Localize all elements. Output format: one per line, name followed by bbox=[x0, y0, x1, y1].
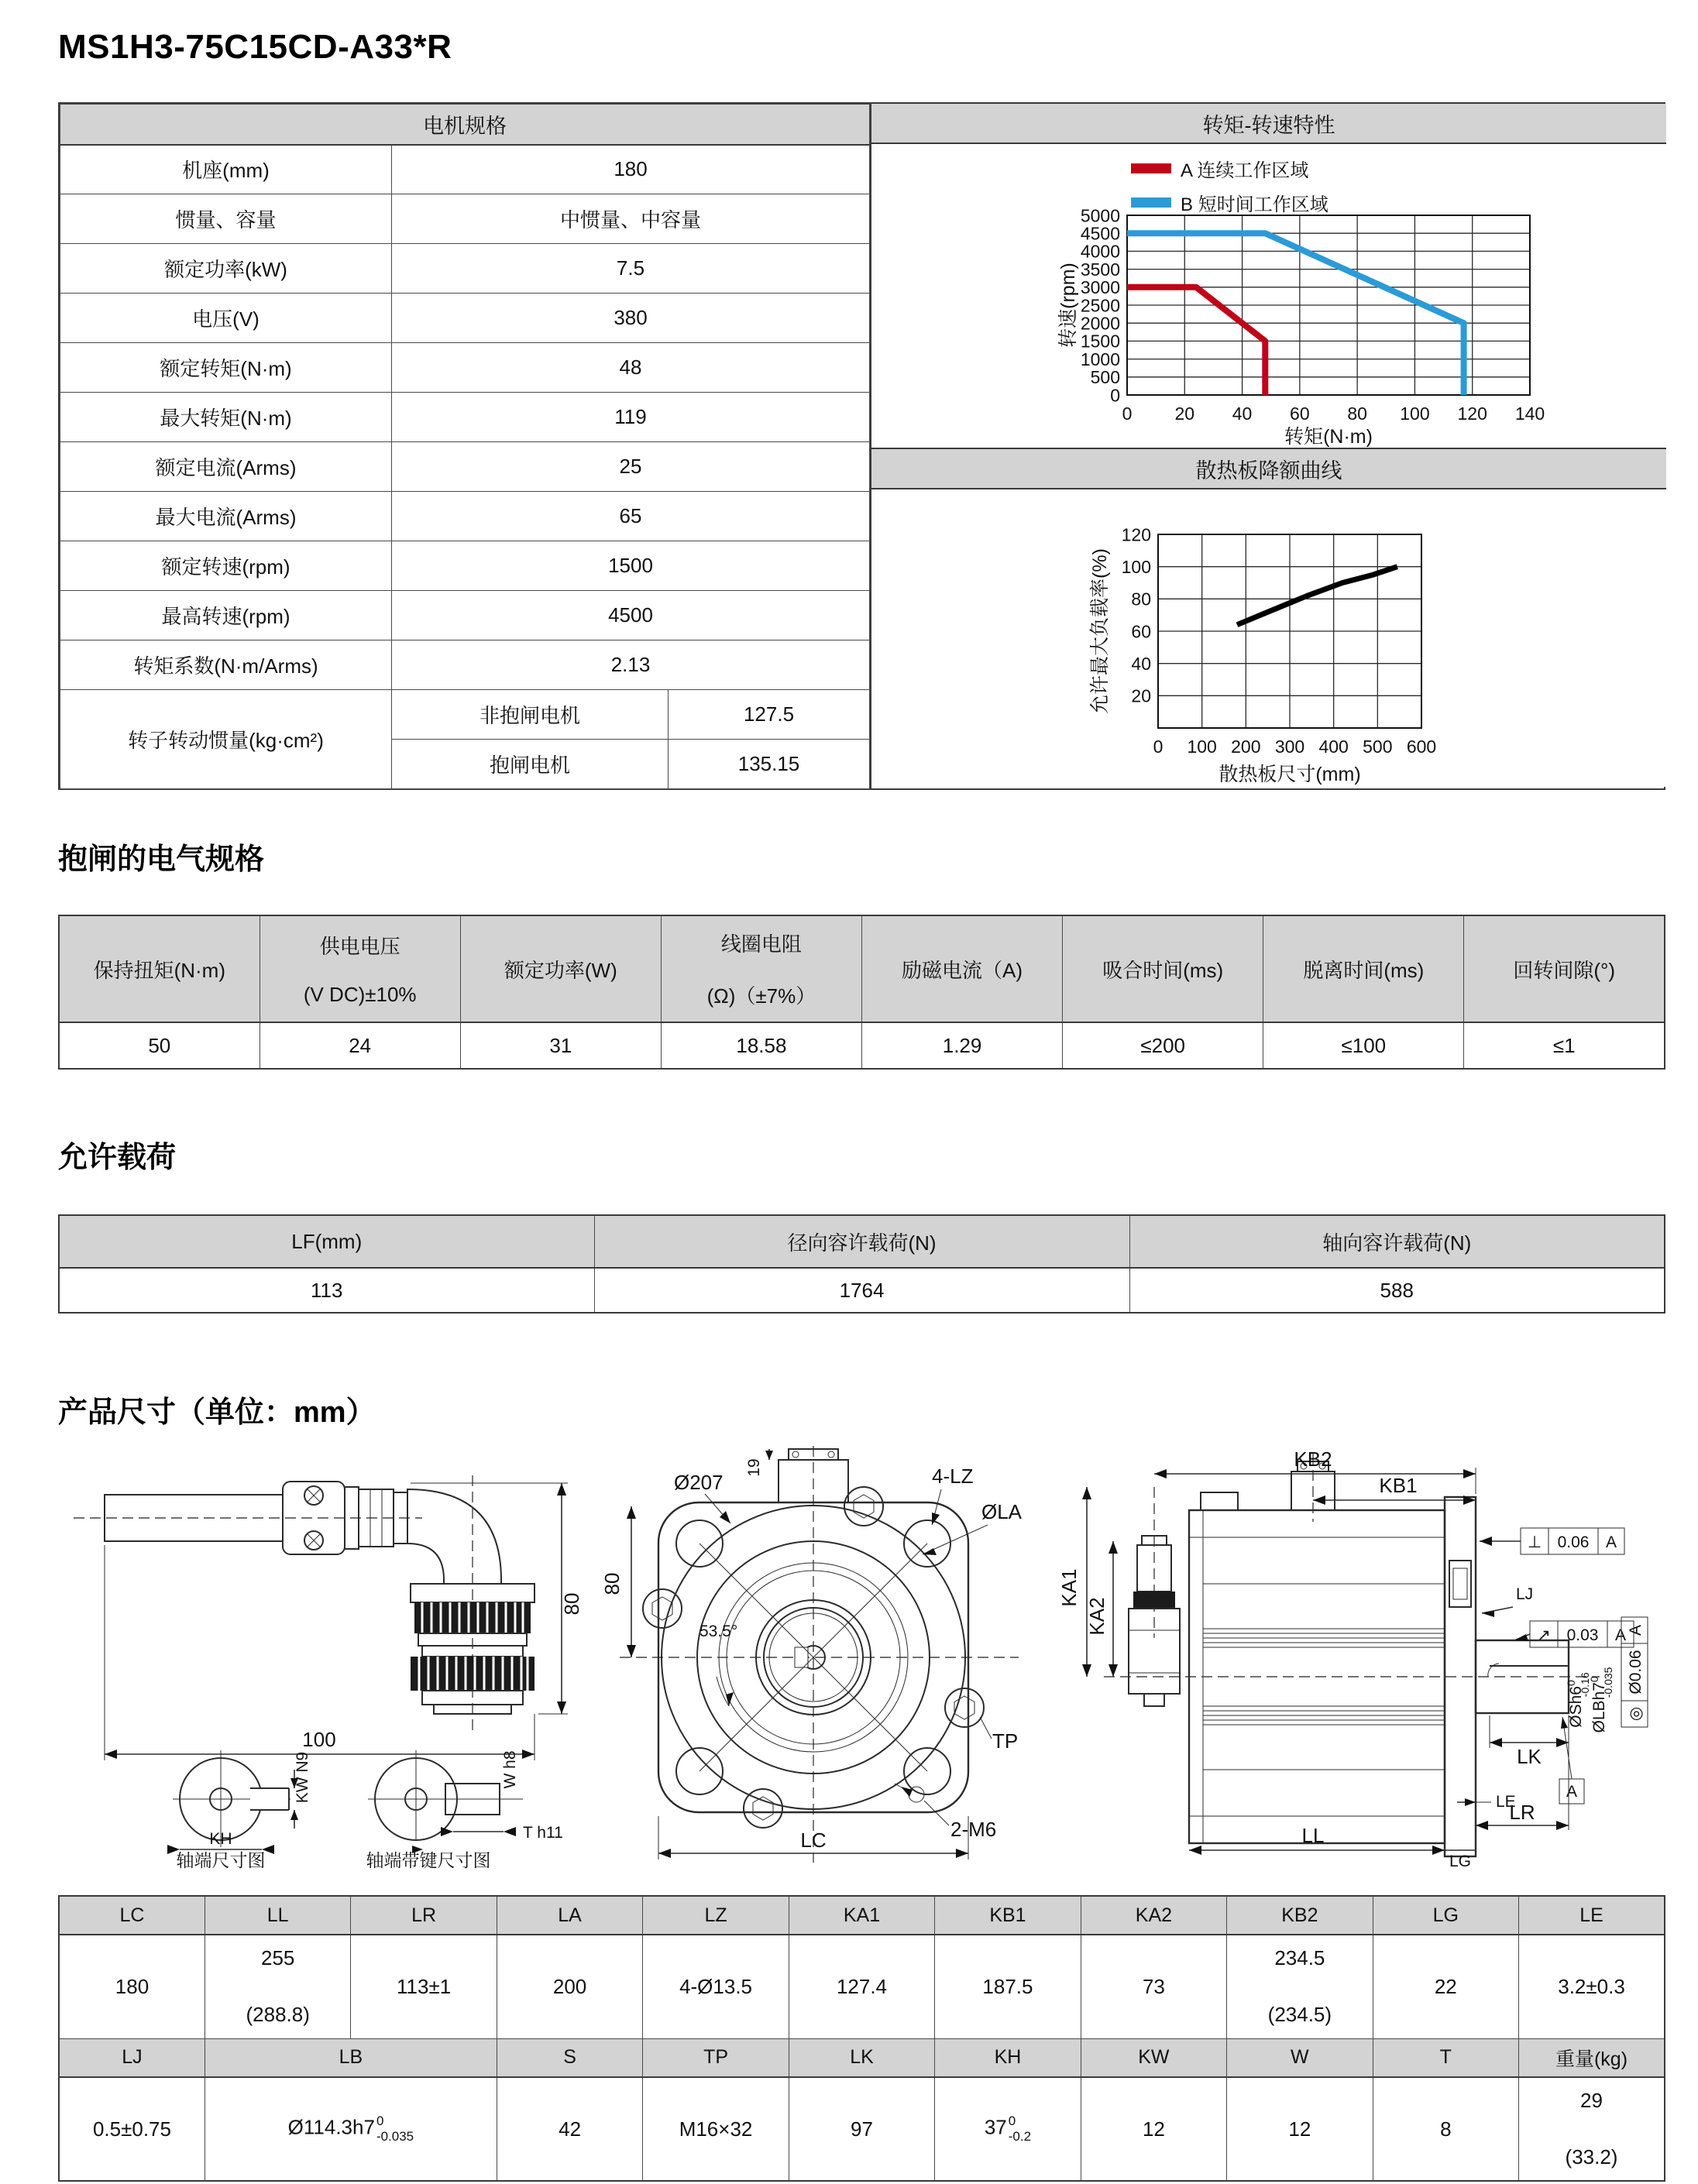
dim-value: 180 bbox=[59, 1935, 205, 2038]
dim-value: 29 (33.2) bbox=[1519, 2077, 1665, 2181]
spec-value: 127.5 bbox=[669, 690, 870, 740]
table-row bbox=[59, 915, 1665, 1022]
svg-text:转速(rpm): 转速(rpm) bbox=[1057, 263, 1080, 348]
flange-dia-label: Ø207 bbox=[674, 1471, 724, 1494]
svg-text:200: 200 bbox=[1231, 737, 1261, 757]
spec-label: 额定功率(kW) bbox=[60, 244, 392, 294]
legend-label-a: A 连续工作区域 bbox=[1181, 160, 1309, 181]
dim-header: LG bbox=[1373, 1896, 1518, 1935]
spec-value: 135.15 bbox=[669, 740, 870, 789]
spec-label: 最大转矩(N·m) bbox=[60, 393, 392, 442]
dim-header: TP bbox=[643, 2038, 789, 2077]
load-section-heading: 允许载荷 bbox=[58, 1142, 177, 1174]
brake-value: 24 bbox=[260, 1022, 460, 1069]
spec-value: 4500 bbox=[392, 591, 870, 640]
brake-value: 50 bbox=[59, 1022, 260, 1069]
table-row bbox=[59, 1215, 1665, 1268]
table-row bbox=[59, 1935, 1665, 2038]
spec-label: 额定电流(Arms) bbox=[60, 442, 392, 492]
key-width-label: W h8 bbox=[501, 1750, 519, 1789]
torque-speed-chart bbox=[871, 144, 1666, 449]
table-row bbox=[60, 393, 870, 442]
svg-text:0.06: 0.06 bbox=[1557, 1533, 1590, 1551]
table-row bbox=[60, 294, 870, 343]
bolt-circle-label: ØLA bbox=[981, 1500, 1023, 1523]
legend-swatch-a-icon bbox=[1131, 163, 1171, 173]
svg-text:20: 20 bbox=[1174, 403, 1195, 424]
spec-sublabel: 抱闸电机 bbox=[392, 740, 669, 789]
dimensions-section-heading: 产品尺寸（单位：mm） bbox=[58, 1396, 376, 1429]
svg-text:散热板尺寸(mm): 散热板尺寸(mm) bbox=[1219, 764, 1361, 785]
dim-header: LL bbox=[205, 1896, 350, 1935]
brake-value: ≤1 bbox=[1464, 1022, 1665, 1069]
dimension-table bbox=[58, 1895, 1665, 2182]
svg-text:100: 100 bbox=[1400, 403, 1430, 424]
svg-text:允许最大负载率(%): 允许最大负载率(%) bbox=[1089, 548, 1112, 714]
front-width-dim: LC bbox=[800, 1829, 827, 1852]
side-lg-dim: LG bbox=[1449, 1853, 1472, 1869]
dim-value: 234.5 (234.5) bbox=[1227, 1935, 1373, 2038]
spec-value: 380 bbox=[392, 294, 870, 343]
shaft-key-caption: 轴端带键尺寸图 bbox=[366, 1850, 491, 1869]
dim-value: 37 0 -0.2 bbox=[935, 2077, 1081, 2181]
brake-value: ≤200 bbox=[1063, 1022, 1263, 1069]
svg-text:A: A bbox=[1566, 1783, 1578, 1801]
dim-value: 3.2±0.3 bbox=[1519, 1935, 1665, 2038]
brake-col-header: 回转间隙(°) bbox=[1464, 915, 1665, 1022]
svg-text:100: 100 bbox=[1187, 737, 1217, 757]
dim-header: LC bbox=[59, 1896, 205, 1935]
svg-text:3000: 3000 bbox=[1080, 277, 1121, 298]
dim-header: LJ bbox=[59, 2038, 205, 2077]
page-title: MS1H3-75C15CD-A33*R bbox=[58, 28, 452, 66]
dim-value: 113±1 bbox=[351, 1935, 497, 2038]
table-row bbox=[60, 145, 870, 194]
dim-value: 4-Ø13.5 bbox=[643, 1935, 789, 2038]
svg-text:1000: 1000 bbox=[1080, 349, 1121, 369]
table-row bbox=[60, 244, 870, 294]
dim-header: 重量(kg) bbox=[1519, 2038, 1665, 2077]
spec-value: 2.13 bbox=[392, 640, 870, 690]
dim-value: 73 bbox=[1081, 1935, 1226, 2038]
svg-text:4000: 4000 bbox=[1080, 241, 1121, 262]
side-kb2-dim: KB2 bbox=[1294, 1447, 1332, 1471]
svg-text:3500: 3500 bbox=[1080, 259, 1121, 280]
spec-value: 中惯量、中容量 bbox=[392, 194, 870, 244]
key-height-label: T h11 bbox=[523, 1824, 563, 1842]
spec-label: 电压(V) bbox=[60, 294, 392, 343]
dim-header: W bbox=[1227, 2038, 1373, 2077]
table-row bbox=[59, 1268, 1665, 1313]
dim-value: 97 bbox=[789, 2077, 934, 2181]
spec-label: 额定转速(rpm) bbox=[60, 541, 392, 591]
brake-col-header: 吸合时间(ms) bbox=[1063, 915, 1263, 1022]
dim-header: KB1 bbox=[935, 1896, 1081, 1935]
allowed-load-table bbox=[58, 1214, 1665, 1313]
bore-tolerance-label: $ØLBh7^0$ -0.035 bbox=[1588, 1667, 1614, 1733]
svg-text:2500: 2500 bbox=[1080, 295, 1121, 316]
dim-value: 22 bbox=[1373, 1935, 1518, 2038]
brake-col-header: 励磁电流（A) bbox=[862, 915, 1063, 1022]
dim-value: 0.5±0.75 bbox=[59, 2077, 205, 2181]
svg-text:⊥: ⊥ bbox=[1527, 1533, 1542, 1551]
spec-value: 180 bbox=[392, 145, 870, 194]
svg-text:60: 60 bbox=[1131, 621, 1152, 642]
table-row bbox=[60, 640, 870, 690]
spec-value: 7.5 bbox=[392, 244, 870, 294]
dim-header: KH bbox=[935, 2038, 1081, 2077]
svg-text:4500: 4500 bbox=[1080, 223, 1121, 244]
brake-value: ≤100 bbox=[1263, 1022, 1464, 1069]
svg-text:转矩(N·m): 转矩(N·m) bbox=[1284, 426, 1373, 448]
stub-dim-19: 19 bbox=[745, 1458, 763, 1477]
dim-value: 8 bbox=[1373, 2077, 1518, 2181]
svg-text:A: A bbox=[1605, 1533, 1617, 1551]
load-value: 113 bbox=[59, 1268, 594, 1313]
spec-label: 机座(mm) bbox=[60, 145, 392, 194]
dim-header: LR bbox=[351, 1896, 497, 1935]
runout-frame-icon bbox=[1514, 1621, 1634, 1647]
spec-label: 最大电流(Arms) bbox=[60, 492, 392, 541]
side-ka2-dim: KA2 bbox=[1085, 1597, 1109, 1636]
dim-header: KA2 bbox=[1081, 1896, 1226, 1935]
dim-value: 127.4 bbox=[789, 1935, 934, 2038]
side-le-dim: LE bbox=[1496, 1793, 1516, 1811]
connector-width-dim: 100 bbox=[302, 1728, 336, 1751]
side-kb1-dim: KB1 bbox=[1379, 1474, 1418, 1497]
dimension-drawings bbox=[58, 1444, 1665, 1869]
dim-header: LB bbox=[205, 2038, 497, 2077]
table-row bbox=[59, 1022, 1665, 1069]
table-row bbox=[59, 2077, 1665, 2181]
brake-section-heading: 抱闸的电气规格 bbox=[58, 843, 265, 876]
spec-value: 25 bbox=[392, 442, 870, 492]
shaft-kh-dim: KH bbox=[209, 1830, 232, 1848]
spec-label-inertia: 转子转动惯量(kg·cm²) bbox=[60, 690, 392, 789]
table-row bbox=[60, 492, 870, 541]
chart-legend bbox=[1131, 155, 1328, 216]
spec-value: 48 bbox=[392, 343, 870, 393]
dim-value: 42 bbox=[497, 2077, 642, 2181]
svg-text:120: 120 bbox=[1121, 524, 1152, 545]
svg-text:A: A bbox=[1614, 1626, 1627, 1644]
side-lk-dim: LK bbox=[1517, 1745, 1542, 1768]
angle-label: 53.5° bbox=[699, 1623, 738, 1640]
dim-header: KA1 bbox=[789, 1896, 934, 1935]
brake-col-header: 额定功率(W) bbox=[460, 915, 661, 1022]
dim-value: 200 bbox=[497, 1935, 642, 2038]
dim-header: LA bbox=[497, 1896, 642, 1935]
dim-header: T bbox=[1373, 2038, 1518, 2077]
svg-text:400: 400 bbox=[1318, 737, 1349, 757]
eyebolt-label: 2-M6 bbox=[950, 1818, 997, 1841]
legend-label-b: B 短时间工作区域 bbox=[1181, 194, 1328, 215]
svg-text:80: 80 bbox=[1347, 403, 1367, 424]
shaft-keyway-width-label: KW N9 bbox=[294, 1751, 311, 1804]
svg-text:40: 40 bbox=[1232, 403, 1253, 424]
table-row bbox=[60, 541, 870, 591]
dim-value: 12 bbox=[1227, 2077, 1373, 2181]
load-col-header: 径向容许载荷(N) bbox=[594, 1215, 1129, 1268]
spec-value: 1500 bbox=[392, 541, 870, 591]
svg-text:500: 500 bbox=[1090, 367, 1121, 388]
charts-column bbox=[870, 104, 1666, 788]
svg-text:↗: ↗ bbox=[1537, 1626, 1551, 1644]
svg-text:2000: 2000 bbox=[1080, 313, 1121, 334]
side-lr-dim: LR bbox=[1509, 1801, 1535, 1824]
svg-text:100: 100 bbox=[1121, 556, 1152, 577]
dim-value: M16×32 bbox=[643, 2077, 789, 2181]
brake-col-header: 线圈电阻 (Ω)（±7%） bbox=[661, 915, 861, 1022]
table-row bbox=[60, 442, 870, 492]
svg-text:140: 140 bbox=[1514, 403, 1545, 424]
table-row bbox=[60, 194, 870, 244]
legend-swatch-b-icon bbox=[1131, 197, 1171, 208]
dim-value: Ø114.3h7 0 -0.035 bbox=[205, 2077, 497, 2181]
svg-text:300: 300 bbox=[1274, 737, 1305, 757]
dim-header: LK bbox=[789, 2038, 934, 2077]
side-view-drawing bbox=[1057, 1444, 1665, 1869]
svg-text:◎: ◎ bbox=[1627, 1706, 1645, 1722]
svg-text:40: 40 bbox=[1131, 653, 1152, 674]
brake-value: 1.29 bbox=[862, 1022, 1063, 1069]
tap-label: TP bbox=[992, 1729, 1019, 1753]
perpendicularity-frame-icon bbox=[1480, 1528, 1624, 1554]
legend-item-b bbox=[1131, 189, 1328, 216]
load-col-header: LF(mm) bbox=[59, 1215, 594, 1268]
dim-header: S bbox=[497, 2038, 642, 2077]
dim-value: 255 (288.8) bbox=[205, 1935, 350, 2038]
side-ll-dim: LL bbox=[1301, 1824, 1325, 1847]
dim-value: 12 bbox=[1081, 2077, 1226, 2181]
brake-value: 31 bbox=[460, 1022, 661, 1069]
legend-item-a bbox=[1131, 155, 1328, 182]
table-row bbox=[59, 1896, 1665, 1935]
brake-col-header: 保持扭矩(N·m) bbox=[59, 915, 260, 1022]
svg-text:Ø0.06: Ø0.06 bbox=[1627, 1650, 1645, 1695]
load-value: 1764 bbox=[594, 1268, 1129, 1313]
connector-height-dim: 80 bbox=[560, 1592, 583, 1616]
svg-text:120: 120 bbox=[1457, 403, 1487, 424]
dim-header: LE bbox=[1519, 1896, 1665, 1935]
svg-text:1500: 1500 bbox=[1080, 331, 1121, 352]
dim-header: KB2 bbox=[1227, 1896, 1373, 1935]
spec-label: 惯量、容量 bbox=[60, 194, 392, 244]
spec-and-charts-table bbox=[58, 102, 1665, 790]
torque-speed-chart-header: 转矩-转速特性 bbox=[871, 104, 1666, 144]
svg-text:600: 600 bbox=[1406, 737, 1437, 757]
table-row bbox=[59, 2038, 1665, 2077]
dim-header: LZ bbox=[643, 1896, 789, 1935]
dim-value: 187.5 bbox=[935, 1935, 1081, 2038]
datum-a-icon bbox=[1559, 1717, 1584, 1804]
brake-col-header: 供电电压 (V DC)±10% bbox=[260, 915, 460, 1022]
spec-value: 119 bbox=[392, 393, 870, 442]
svg-text:20: 20 bbox=[1131, 685, 1152, 706]
motor-spec-table bbox=[60, 104, 870, 789]
spec-sublabel: 非抱闸电机 bbox=[392, 690, 669, 740]
dim-header: KW bbox=[1081, 2038, 1226, 2077]
connector-drawing bbox=[58, 1444, 600, 1869]
table-row bbox=[60, 591, 870, 640]
motor-spec-header: 电机规格 bbox=[60, 105, 870, 145]
load-col-header: 轴向容许载荷(N) bbox=[1129, 1215, 1665, 1268]
svg-text:A: A bbox=[1627, 1624, 1645, 1636]
spec-value: 65 bbox=[392, 492, 870, 541]
derating-chart bbox=[871, 489, 1666, 787]
spec-label: 转矩系数(N·m/Arms) bbox=[60, 640, 392, 690]
svg-text:0: 0 bbox=[1122, 403, 1133, 424]
shaft-tolerance-label: $ØSh6^0$ -0.16 bbox=[1565, 1672, 1591, 1728]
mount-holes-label: 4-LZ bbox=[932, 1465, 974, 1488]
table-row bbox=[60, 690, 870, 740]
front-view-drawing bbox=[600, 1444, 1057, 1869]
derating-plot bbox=[871, 489, 1666, 787]
shaft-plain-caption: 轴端尺寸图 bbox=[176, 1850, 266, 1869]
spec-label: 最高转速(rpm) bbox=[60, 591, 392, 640]
derating-chart-header: 散热板降额曲线 bbox=[871, 449, 1666, 489]
svg-text:0: 0 bbox=[1110, 385, 1121, 406]
brake-value: 18.58 bbox=[661, 1022, 861, 1069]
table-row bbox=[60, 343, 870, 393]
svg-text:5000: 5000 bbox=[1080, 205, 1121, 226]
svg-text:500: 500 bbox=[1363, 737, 1393, 757]
side-ka1-dim: KA1 bbox=[1057, 1568, 1081, 1607]
brake-spec-table bbox=[58, 915, 1665, 1070]
load-value: 588 bbox=[1129, 1268, 1665, 1313]
spec-label: 额定转矩(N·m) bbox=[60, 343, 392, 393]
side-lj-dim: LJ bbox=[1516, 1585, 1534, 1603]
svg-text:0: 0 bbox=[1153, 737, 1164, 757]
svg-text:80: 80 bbox=[1131, 589, 1152, 610]
svg-text:0.03: 0.03 bbox=[1566, 1626, 1599, 1644]
front-top-dim: 80 bbox=[600, 1572, 624, 1595]
brake-col-header: 脱离时间(ms) bbox=[1263, 915, 1464, 1022]
svg-text:60: 60 bbox=[1290, 403, 1310, 424]
